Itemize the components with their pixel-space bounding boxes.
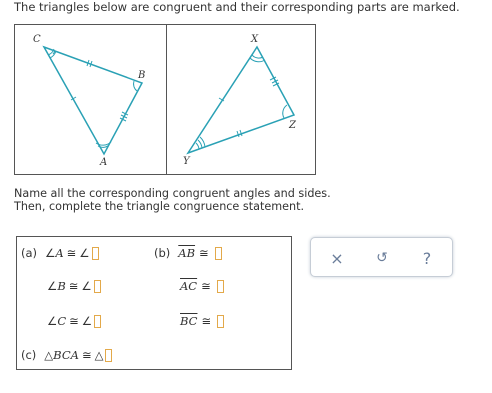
angle-symbol: ∠ [79,246,90,260]
congruent-symbol: ≅ [81,348,92,362]
part-c-label: (c) [21,348,37,362]
vertex-a-label: A [100,157,108,168]
triangle-xyz [188,47,294,153]
congruent-symbol: ≅ [66,246,77,260]
angle-symbol: ∠ [81,279,92,293]
part-a-row-3 [47,314,101,328]
part-a-row-2 [47,279,101,293]
angle-a-answer-slot[interactable] [92,247,99,260]
prompt-line-1: Name all the corresponding congruent angles and sides. [14,187,331,200]
triangle-figure [14,24,316,175]
figure-divider [166,25,167,174]
question-prompt [14,187,331,213]
undo-icon[interactable]: ↺ [376,250,388,266]
triangle-name: BCA [53,348,79,362]
side-bc-answer-slot[interactable] [217,315,224,328]
close-icon[interactable]: × [330,248,344,268]
part-a-row-1 [21,246,99,260]
angle-symbol: ∠ [47,279,58,293]
side-ac-name: $\overline{AC}$ [180,279,198,293]
vertex-c-label: C [33,34,41,45]
side-ab-name: $\overline{AB}$ [178,246,196,260]
prompt-line-2: Then, complete the triangle congruence statement. [14,200,305,213]
angle-c-answer-slot[interactable] [94,315,101,328]
vertex-z-label: Z [289,120,296,131]
answer-toolbar [310,237,453,277]
triangle-abc [44,47,142,154]
part-b-row-3 [180,314,224,328]
vertex-b-label: B [138,70,146,81]
triangle-diagram [15,25,315,174]
triangle-symbol: △ [94,348,104,362]
side-ac-answer-slot[interactable] [217,280,224,293]
angle-symbol: ∠ [45,246,56,260]
angle-symbol: ∠ [47,314,58,328]
angle-symbol: ∠ [81,314,93,328]
part-b-row-2 [180,279,224,293]
congruent-symbol: ≅ [199,246,209,260]
triangle-symbol: △ [44,348,54,362]
answer-box [16,236,292,370]
instructions-text: The triangles below are congruent and their corresponding parts are marked. [14,0,460,14]
side-ab-answer-slot[interactable] [215,247,222,260]
congruent-symbol: ≅ [201,314,212,328]
vertex-y-label: Y [183,156,190,167]
angle-a-name: A [55,246,64,260]
vertex-x-label: X [251,34,259,45]
help-icon[interactable]: ? [422,248,432,268]
congruent-symbol: ≅ [201,279,211,293]
angle-b-answer-slot[interactable] [94,280,101,293]
angle-b-name: B [57,279,66,293]
part-a-label: (a) [21,246,38,260]
angle-c-name: C [57,314,67,328]
triangle-answer-slot[interactable] [105,349,112,362]
part-c-row [21,348,112,362]
part-b-label: (b) [154,246,171,260]
congruent-symbol: ≅ [69,314,79,328]
part-b-row-1 [154,246,222,260]
congruent-symbol: ≅ [68,279,79,293]
side-bc-name: $\overline{BC}$ [180,314,198,328]
